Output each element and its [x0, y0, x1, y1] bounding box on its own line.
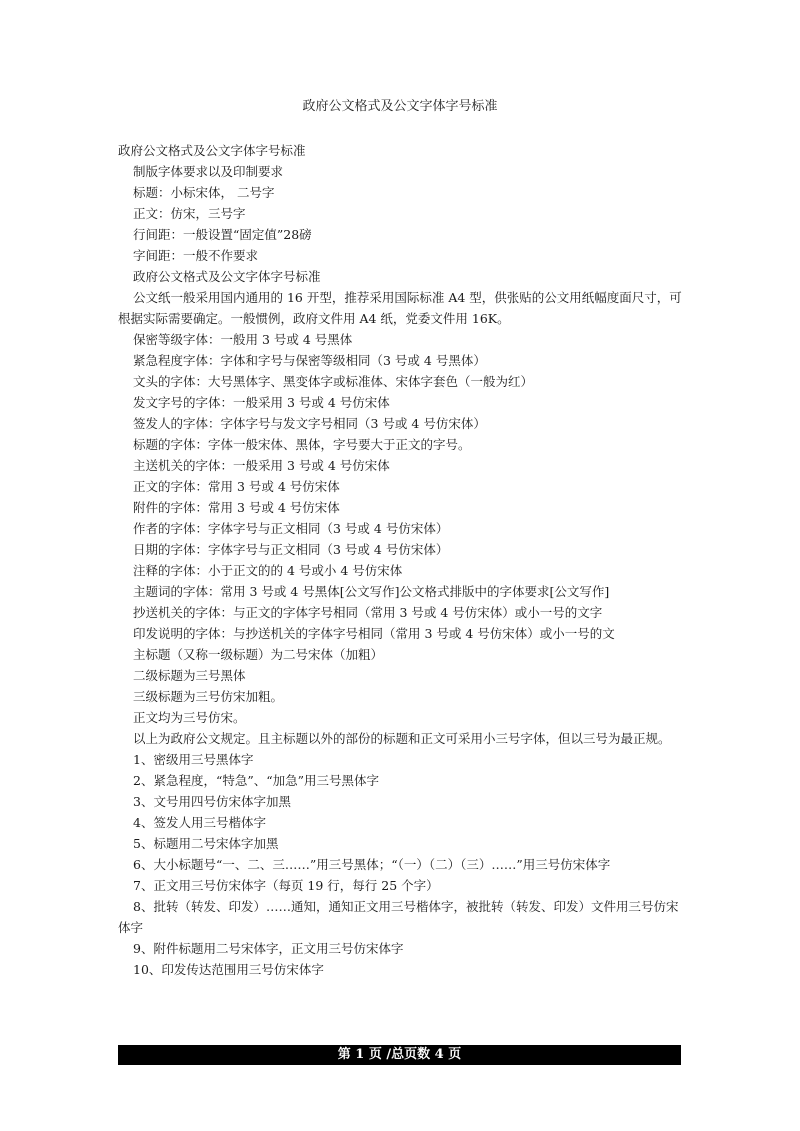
paragraph: 附件的字体：常用 3 号或 4 号仿宋体	[133, 500, 340, 515]
paragraph: 正文：仿宋，三号字	[133, 206, 246, 221]
list-item: 5、标题用二号宋体字加黑	[133, 836, 279, 851]
list-item: 4、签发人用三号楷体字	[133, 815, 266, 830]
paragraph: 主题词的字体：常用 3 号或 4 号黑体[公文写作]公文格式排版中的字体要求[公文写作]	[133, 584, 610, 599]
list-item: 7、正文用三号仿宋体字（每页 19 行，每行 25 个字）	[133, 878, 439, 893]
paragraph: 公文纸一般采用国内通用的 16 开型，推荐采用国际标准 A4 型，供张贴的公文用纸幅度面尺寸，可根据实际需要确定。一般惯例，政府文件用 A4 纸，党委文件用 16K。	[118, 290, 682, 326]
paragraph: 作者的字体：字体字号与正文相同（3 号或 4 号仿宋体）	[133, 521, 449, 536]
list-item: 8、批转（转发、印发）……通知，通知正文用三号楷体字，被批转（转发、印发）文件用三号仿宋体字	[118, 899, 679, 935]
paragraph: 字间距：一般不作要求	[133, 248, 259, 263]
paragraph: 发文字号的字体：一般采用 3 号或 4 号仿宋体	[133, 395, 390, 410]
paragraph: 日期的字体：字体字号与正文相同（3 号或 4 号仿宋体）	[133, 542, 449, 557]
list-item: 10、印发传达范围用三号仿宋体字	[133, 962, 324, 977]
paragraph: 以上为政府公文规定。且主标题以外的部份的标题和正文可采用小三号字体，但以三号为最正规。	[133, 731, 671, 746]
document-title: 政府公文格式及公文字体字号标准	[302, 99, 498, 114]
document-body	[118, 140, 690, 980]
paragraph: 行间距：一般设置“固定值”28磅	[133, 227, 312, 242]
paragraph: 主送机关的字体：一般采用 3 号或 4 号仿宋体	[133, 458, 390, 473]
paragraph: 标题的字体：字体一般宋体、黑体，字号要大于正文的字号。	[133, 437, 471, 452]
paragraph: 抄送机关的字体：与正文的字体字号相同（常用 3 号或 4 号仿宋体）或小一号的文字	[133, 605, 603, 620]
paragraph: 制版字体要求以及印制要求	[133, 164, 284, 179]
paragraph: 三级标题为三号仿宋加粗。	[133, 689, 284, 704]
paragraph: 二级标题为三号黑体	[133, 668, 246, 683]
list-item: 9、附件标题用二号宋体字，正文用三号仿宋体字	[133, 941, 404, 956]
paragraph: 紧急程度字体：字体和字号与保密等级相同（3 号或 4 号黑体）	[133, 353, 486, 368]
paragraph: 印发说明的字体：与抄送机关的字体字号相同（常用 3 号或 4 号仿宋体）或小一号的文	[133, 626, 615, 641]
paragraph: 标题：小标宋体， 二号字	[133, 185, 275, 200]
list-item: 6、大小标题号“一、二、三……”用三号黑体；“（一）（二）（三）……”用三号仿宋体字	[133, 857, 611, 872]
paragraph: 正文均为三号仿宋。	[133, 710, 246, 725]
page-footer: 第 1 页 /总页数 4 页	[118, 1045, 681, 1065]
paragraph: 政府公文格式及公文字体字号标准	[133, 269, 321, 284]
list-item: 3、文号用四号仿宋体字加黑	[133, 794, 291, 809]
paragraph: 政府公文格式及公文字体字号标准	[118, 143, 306, 158]
list-item: 1、密级用三号黑体字	[133, 752, 254, 767]
paragraph: 保密等级字体：一般用 3 号或 4 号黑体	[133, 332, 353, 347]
paragraph: 正文的字体：常用 3 号或 4 号仿宋体	[133, 479, 340, 494]
paragraph: 文头的字体：大号黑体字、黑变体字或标准体、宋体字套色（一般为红）	[133, 374, 534, 389]
list-item: 2、紧急程度，“特急”、“加急”用三号黑体字	[133, 773, 380, 788]
paragraph: 签发人的字体：字体字号与发文字号相同（3 号或 4 号仿宋体）	[133, 416, 486, 431]
paragraph: 注释的字体：小于正文的的 4 号或小 4 号仿宋体	[133, 563, 403, 578]
paragraph: 主标题（又称一级标题）为二号宋体（加粗）	[133, 647, 384, 662]
